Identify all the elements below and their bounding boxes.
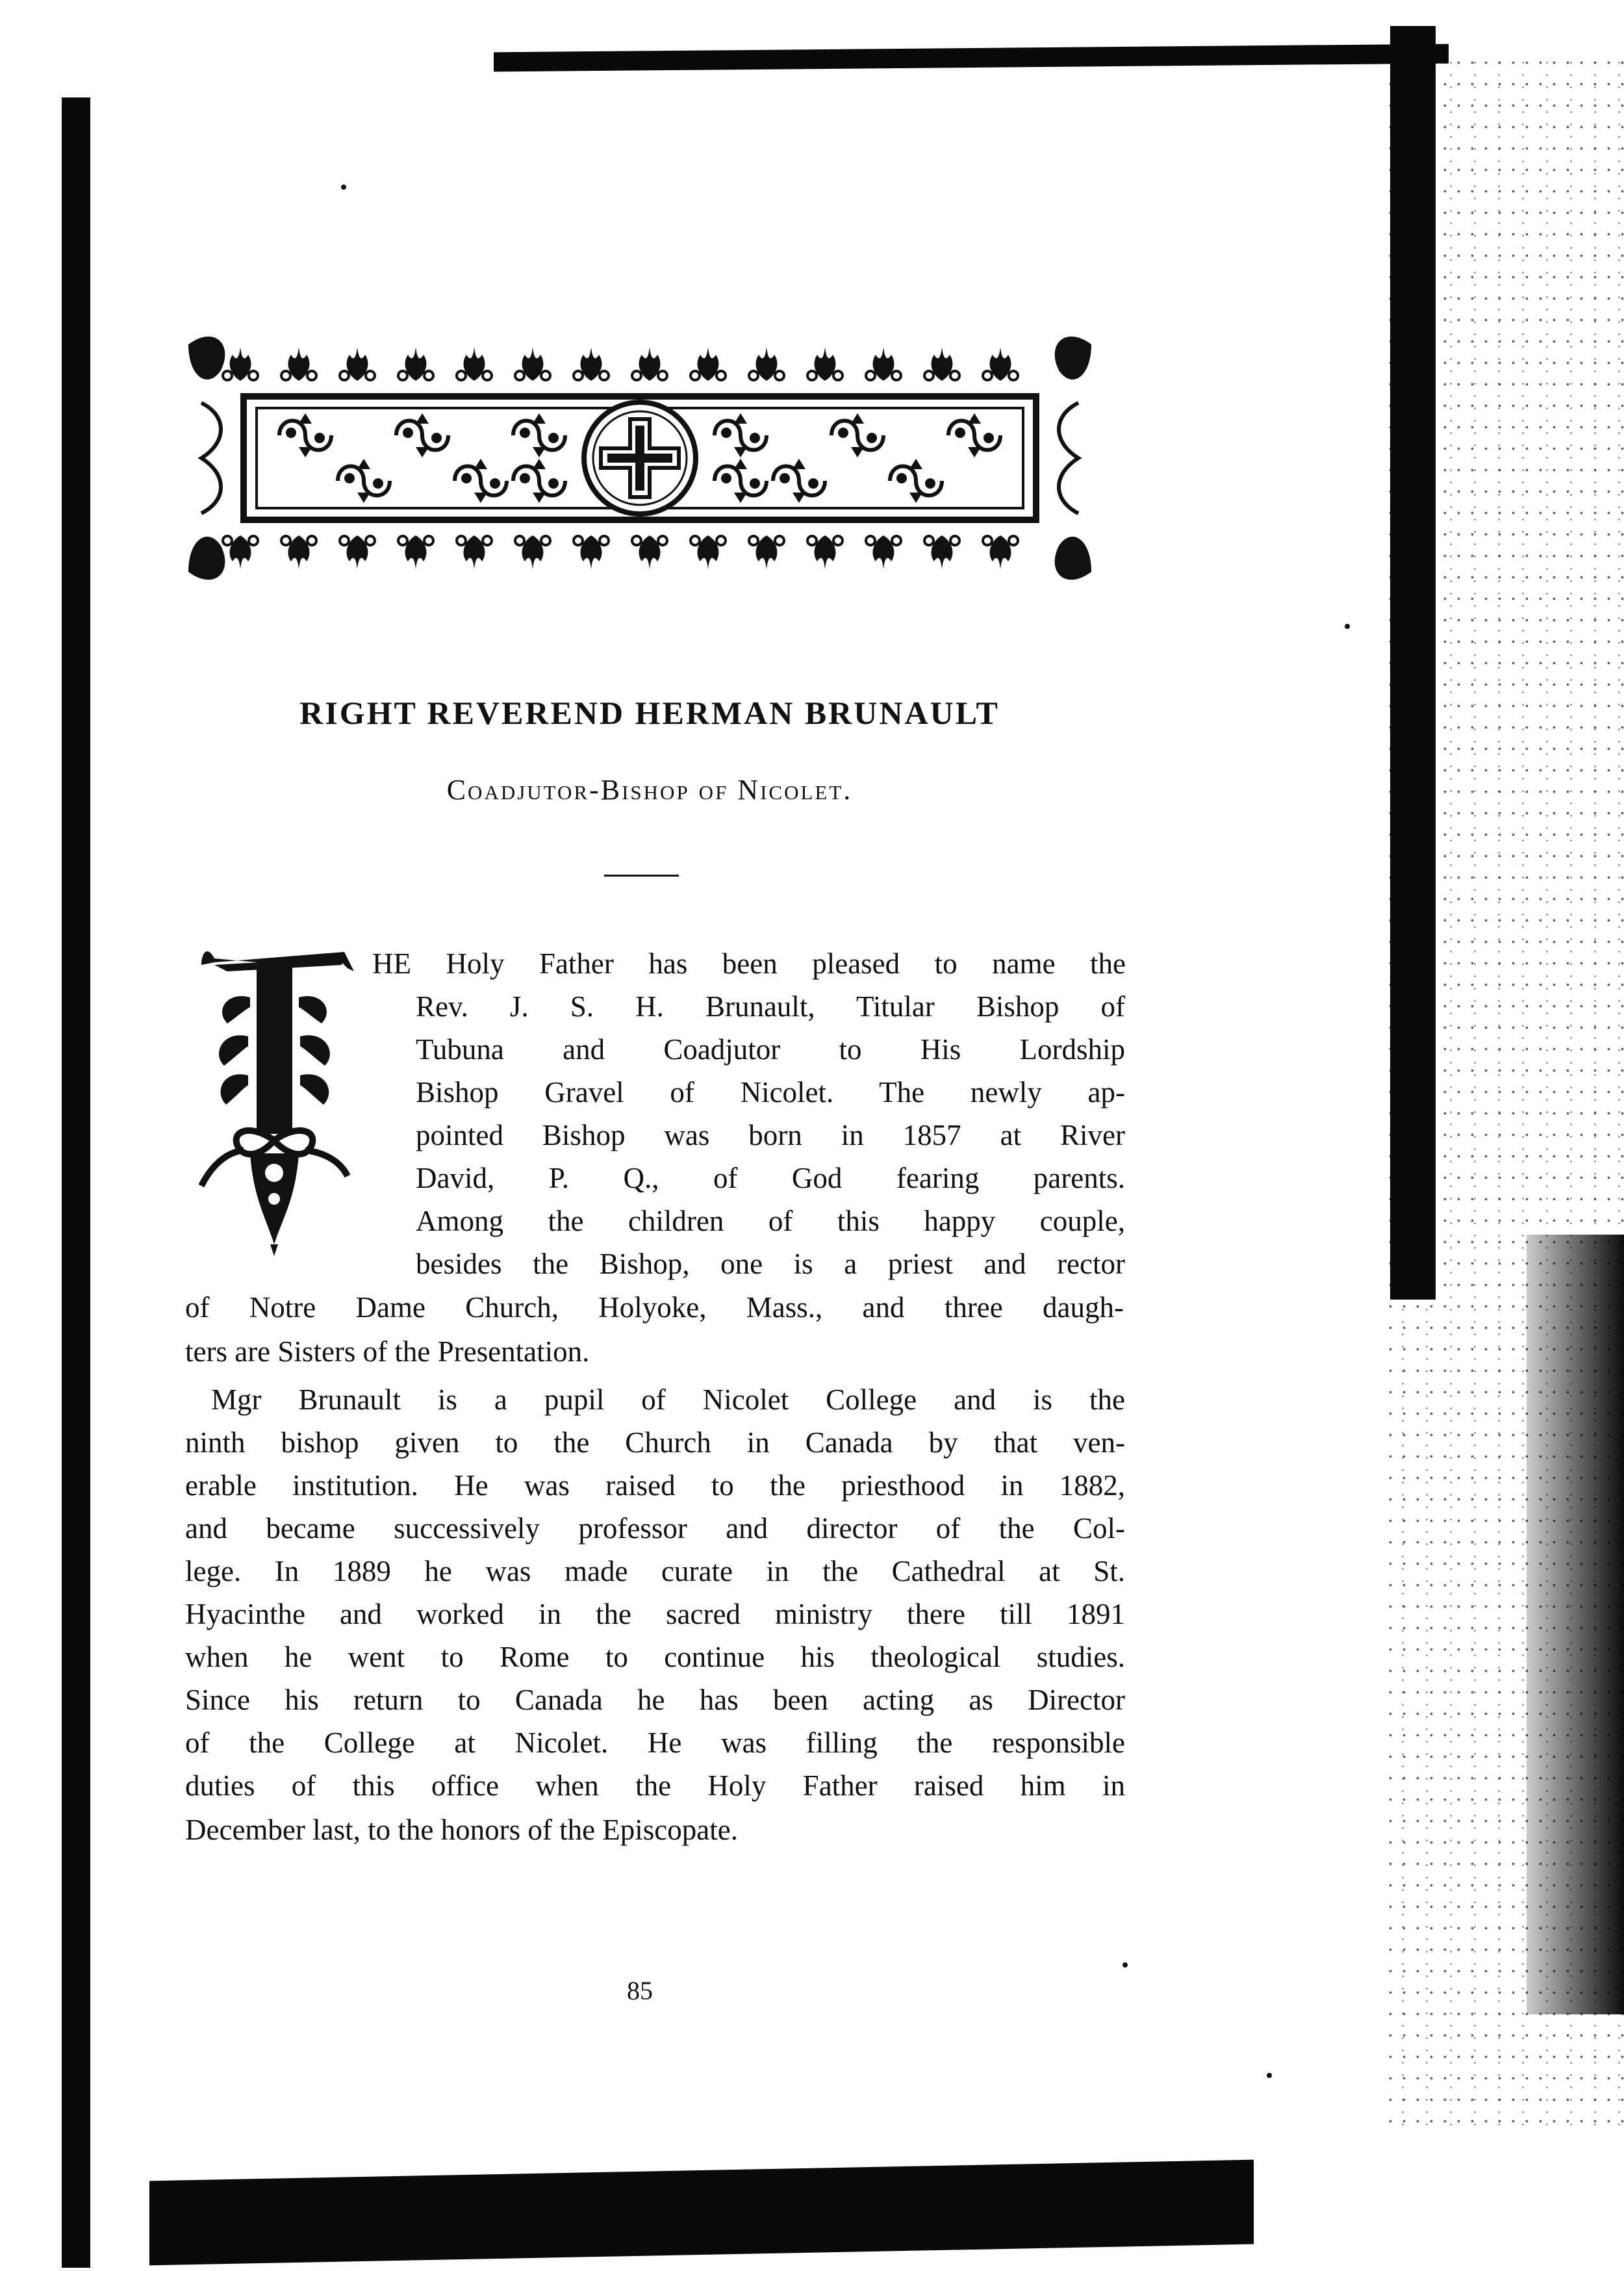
body-line: Hyacinthe and worked in the sacred ministry there till 1891 <box>185 1598 1125 1630</box>
body-line: HE Holy Father has been pleased to name the <box>372 947 1126 980</box>
body-line: duties of this office when the Holy Father raised him in <box>185 1769 1125 1802</box>
body-line: David, P. Q., of God fearing parents. <box>416 1162 1125 1194</box>
stray-dot <box>341 185 346 190</box>
body-line: Tubuna and Coadjutor to His Lordship <box>416 1033 1125 1066</box>
title-rule <box>604 875 679 877</box>
body-line: Since his return to Canada he has been acting as Director <box>185 1684 1125 1716</box>
article-subtitle: Coadjutor-Bishop of Nicolet. <box>446 774 853 806</box>
page-number: 85 <box>627 1976 653 2005</box>
body-line: lege. In 1889 he was made curate in the Cathedral at St. <box>185 1555 1125 1587</box>
body-line: Rev. J. S. H. Brunault, Titular Bishop of <box>416 990 1125 1023</box>
stray-dot <box>1345 624 1350 629</box>
stray-dot <box>1267 2073 1272 2078</box>
body-line: December last, to the honors of the Episcopate. <box>185 1814 738 1846</box>
body-line: Mgr Brunault is a pupil of Nicolet College and is the <box>211 1383 1125 1416</box>
body-line: Among the children of this happy couple, <box>416 1205 1125 1237</box>
scan-edge-right <box>1390 26 1436 1300</box>
body-line: of Notre Dame Church, Holyoke, Mass., and three daugh- <box>185 1291 1124 1324</box>
drop-cap <box>188 939 364 1257</box>
body-line: pointed Bishop was born in 1857 at River <box>416 1119 1125 1151</box>
stray-dot <box>1123 1962 1128 1968</box>
scan-edge-top <box>494 44 1449 72</box>
scan-edge-left <box>62 97 90 2268</box>
body-line: erable institution. He was raised to the priesthood in 1882, <box>185 1469 1125 1502</box>
scan-shadow-right <box>1527 1235 1624 2014</box>
ornamental-initial-t-icon <box>188 939 364 1257</box>
scan-edge-bottom <box>149 2160 1254 2266</box>
headpiece-ornament <box>175 318 1104 598</box>
body-line: Bishop Gravel of Nicolet. The newly ap- <box>416 1076 1125 1109</box>
decorative-headpiece-cross-icon <box>175 318 1104 598</box>
article-title: RIGHT REVEREND HERMAN BRUNAULT <box>299 695 1000 731</box>
body-line: ters are Sisters of the Presentation. <box>185 1335 590 1368</box>
body-line: of the College at Nicolet. He was filling the responsible <box>185 1726 1125 1759</box>
body-line: ninth bishop given to the Church in Canada by that ven- <box>185 1426 1125 1459</box>
body-line: besides the Bishop, one is a priest and rector <box>416 1248 1125 1280</box>
body-line: when he went to Rome to continue his theological studies. <box>185 1641 1125 1673</box>
body-line: and became successively professor and director of the Col- <box>185 1512 1125 1545</box>
